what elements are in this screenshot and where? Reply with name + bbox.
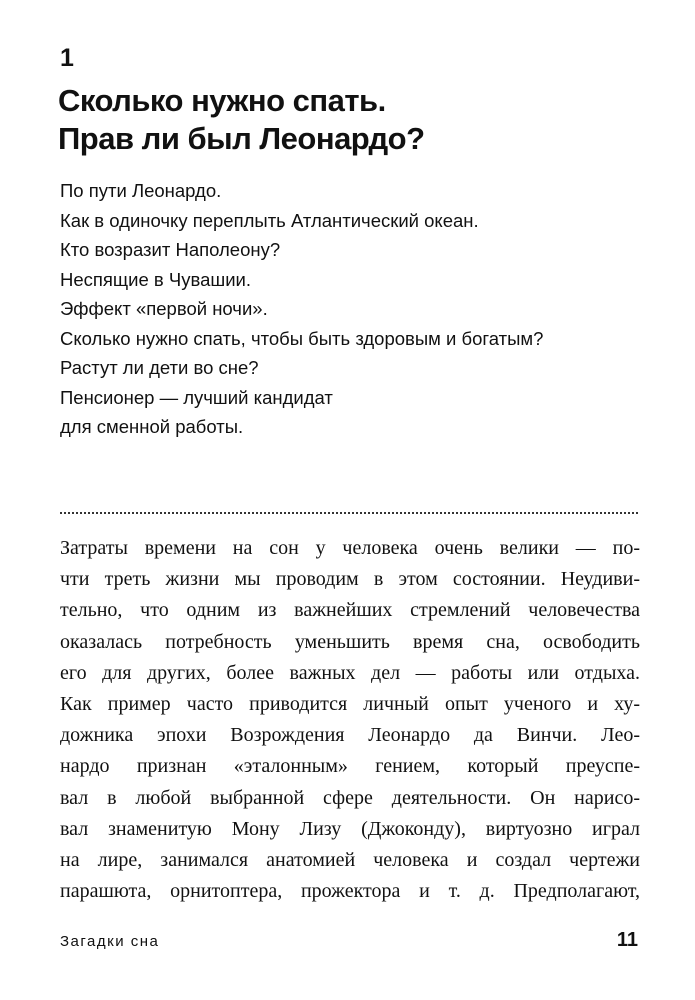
topic-item: Эффект «первой ночи». — [60, 298, 268, 319]
topic-item: По пути Леонардо. — [60, 180, 222, 201]
chapter-title-line: Сколько нужно спать. — [58, 83, 386, 118]
body-line: чти треть жизни мы проводим в этом состоянии. Неудиви- — [60, 568, 640, 591]
body-line: его для других, более важных дел — работы или отдыха. — [60, 661, 640, 684]
chapter-title — [58, 82, 638, 158]
chapter-title-line: Прав ли был Леонардо? — [58, 121, 425, 156]
topic-item: Сколько нужно спать, чтобы быть здоровым и богатым? — [60, 327, 544, 349]
body-line: оказалась потребность уменьшить время сна, освободить — [60, 630, 640, 653]
body-line: нардо признан «эталонным» гением, который преуспе- — [60, 755, 640, 778]
body-line: вал знаменитую Мону Лизу (Джоконду), виртуозно играл — [60, 817, 640, 840]
body-line: тельно, что одним из важнейших стремлений человечества — [60, 599, 640, 622]
topic-item: Кто возразит Наполеону? — [60, 239, 281, 260]
body-line: парашюта, орнитоптера, прожектора и т. д. Предполагают, — [60, 880, 640, 903]
topic-item: для сменной работы. — [60, 416, 244, 437]
chapter-topics-list — [60, 176, 660, 442]
topic-item: Пенсионер — лучший кандидат — [60, 386, 333, 408]
dotted-divider — [60, 512, 638, 514]
topic-item: Растут ли дети во сне? — [60, 357, 259, 378]
topic-item: Неспящие в Чувашии. — [60, 268, 252, 290]
chapter-number: 1 — [60, 44, 74, 72]
body-line: Как пример часто приводится личный опыт ученого и ху- — [60, 693, 640, 716]
body-line: дожника эпохи Возрождения Леонардо да Винчи. Лео- — [60, 724, 640, 747]
body-line: Затраты времени на сон у человека очень велики — по- — [60, 537, 640, 559]
page-number: 11 — [616, 929, 638, 951]
topic-item: Как в одиночку переплыть Атлантический океан. — [60, 209, 479, 231]
body-line: вал в любой выбранной сфере деятельности. Он нарисо- — [60, 786, 640, 809]
body-paragraph — [60, 533, 640, 907]
running-title: Загадки сна — [60, 933, 160, 950]
body-line: на лире, занимался анатомией человека и создал чертежи — [60, 849, 640, 872]
